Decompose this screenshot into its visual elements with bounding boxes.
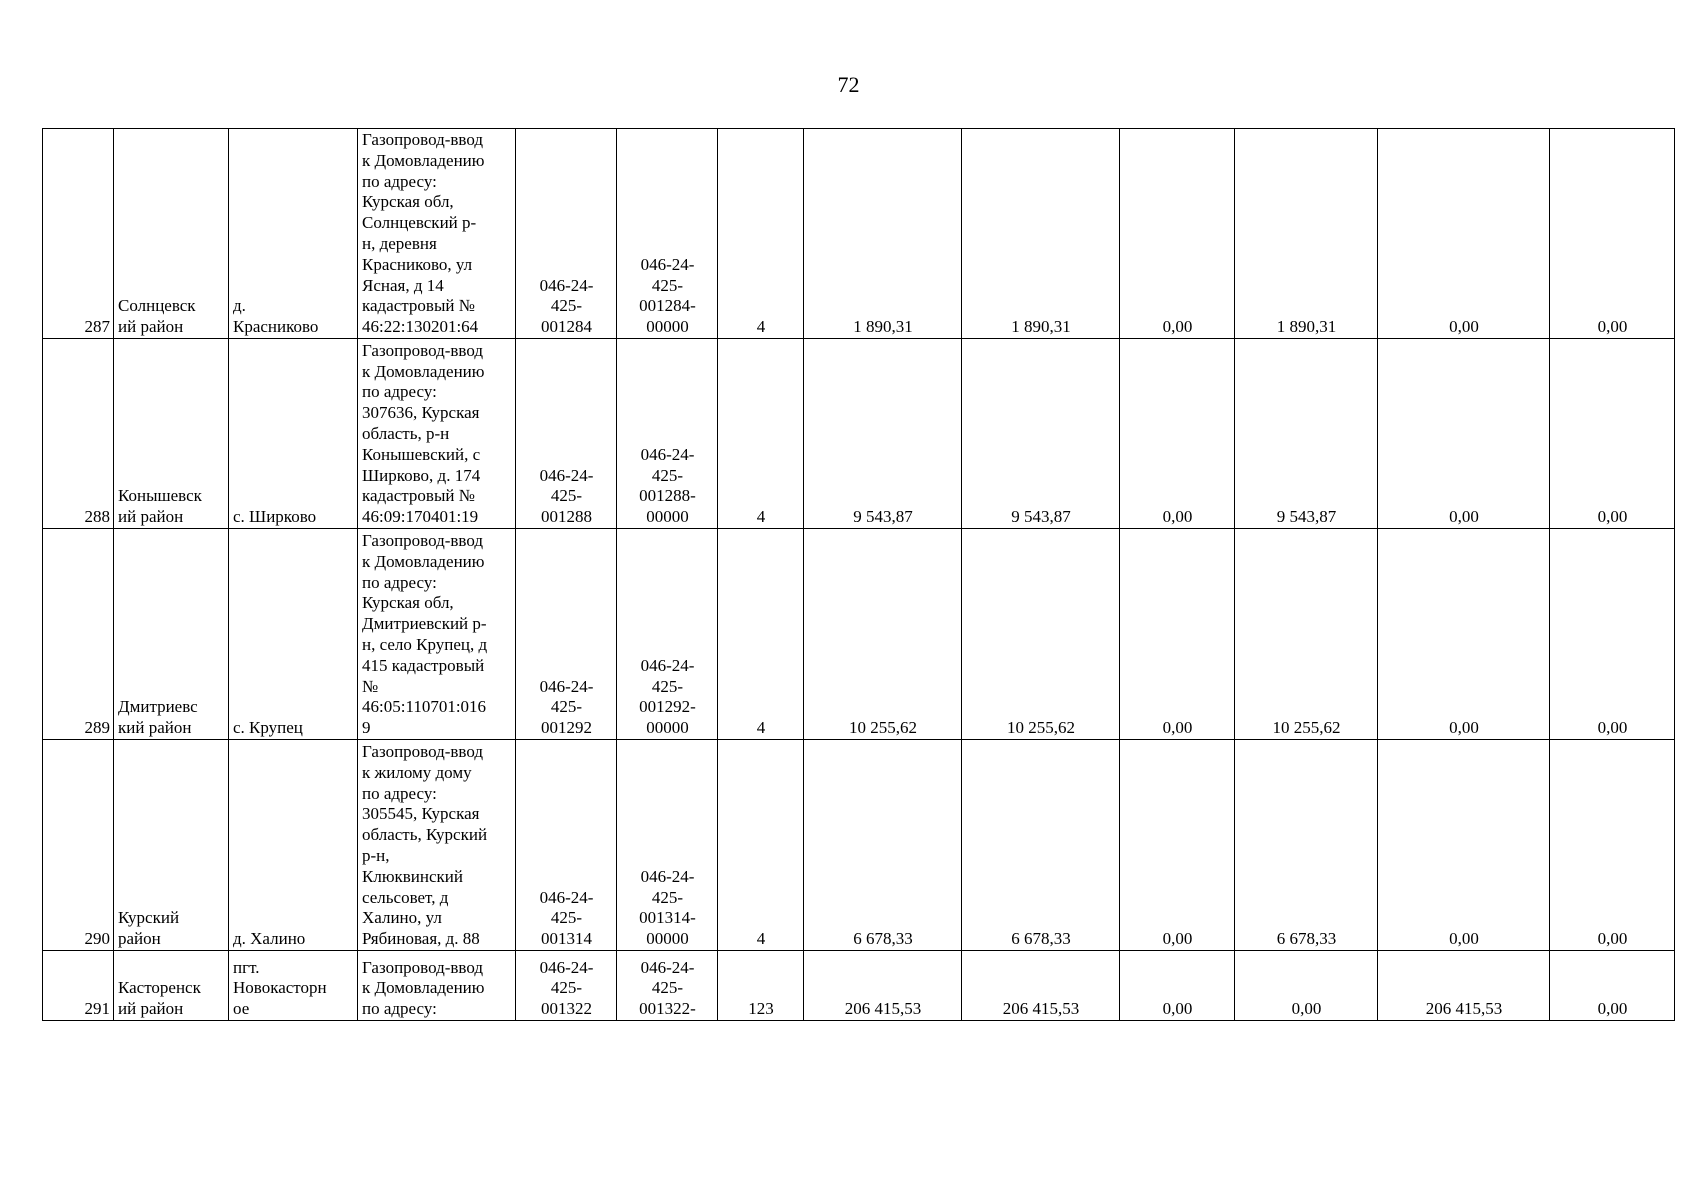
inventory-code-cell: 046-24- 425- 001288 bbox=[516, 339, 617, 529]
quantity-cell: 4 bbox=[718, 740, 804, 951]
value-cell-1: 10 255,62 bbox=[804, 529, 962, 740]
description-cell: Газопровод-ввод к Домовладению по адресу: 307636, Курская область, р-н Конышевский, с Ширково, д. 174 кадастровый № 46:09:170401:19 bbox=[358, 339, 516, 529]
row-number: 289 bbox=[43, 529, 114, 740]
value-cell-6: 0,00 bbox=[1550, 529, 1675, 740]
value-cell-5: 206 415,53 bbox=[1378, 951, 1550, 1021]
table-row bbox=[43, 529, 1675, 740]
row-number: 288 bbox=[43, 339, 114, 529]
district-cell: Касторенск ий район bbox=[114, 951, 229, 1021]
value-cell-4: 1 890,31 bbox=[1235, 129, 1378, 339]
object-code-cell: 046-24- 425- 001292- 00000 bbox=[617, 529, 718, 740]
locality-cell: с. Крупец bbox=[229, 529, 358, 740]
value-cell-3: 0,00 bbox=[1120, 951, 1235, 1021]
value-cell-4: 6 678,33 bbox=[1235, 740, 1378, 951]
row-number: 287 bbox=[43, 129, 114, 339]
district-cell: Солнцевск ий район bbox=[114, 129, 229, 339]
value-cell-1: 9 543,87 bbox=[804, 339, 962, 529]
value-cell-2: 6 678,33 bbox=[962, 740, 1120, 951]
value-cell-6: 0,00 bbox=[1550, 339, 1675, 529]
object-code-cell: 046-24- 425- 001322- bbox=[617, 951, 718, 1021]
value-cell-2: 1 890,31 bbox=[962, 129, 1120, 339]
inventory-code-cell: 046-24- 425- 001314 bbox=[516, 740, 617, 951]
value-cell-5: 0,00 bbox=[1378, 740, 1550, 951]
locality-cell: с. Ширково bbox=[229, 339, 358, 529]
value-cell-2: 10 255,62 bbox=[962, 529, 1120, 740]
value-cell-4: 10 255,62 bbox=[1235, 529, 1378, 740]
value-cell-3: 0,00 bbox=[1120, 339, 1235, 529]
asset-registry-table bbox=[42, 128, 1675, 1021]
description-cell: Газопровод-ввод к Домовладению по адресу: bbox=[358, 951, 516, 1021]
object-code-cell: 046-24- 425- 001284- 00000 bbox=[617, 129, 718, 339]
quantity-cell: 4 bbox=[718, 529, 804, 740]
value-cell-4: 9 543,87 bbox=[1235, 339, 1378, 529]
value-cell-1: 6 678,33 bbox=[804, 740, 962, 951]
object-code-cell: 046-24- 425- 001288- 00000 bbox=[617, 339, 718, 529]
value-cell-3: 0,00 bbox=[1120, 529, 1235, 740]
value-cell-5: 0,00 bbox=[1378, 339, 1550, 529]
district-cell: Дмитриевс кий район bbox=[114, 529, 229, 740]
row-number: 290 bbox=[43, 740, 114, 951]
table-row bbox=[43, 740, 1675, 951]
value-cell-6: 0,00 bbox=[1550, 951, 1675, 1021]
value-cell-5: 0,00 bbox=[1378, 129, 1550, 339]
value-cell-2: 206 415,53 bbox=[962, 951, 1120, 1021]
description-cell: Газопровод-ввод к жилому дому по адресу: 305545, Курская область, Курский р-н, Клюквинский сельсовет, д Халино, ул Рябиновая, д. 88 bbox=[358, 740, 516, 951]
value-cell-3: 0,00 bbox=[1120, 129, 1235, 339]
row-number: 291 bbox=[43, 951, 114, 1021]
inventory-code-cell: 046-24- 425- 001322 bbox=[516, 951, 617, 1021]
object-code-cell: 046-24- 425- 001314- 00000 bbox=[617, 740, 718, 951]
value-cell-3: 0,00 bbox=[1120, 740, 1235, 951]
value-cell-5: 0,00 bbox=[1378, 529, 1550, 740]
table-row bbox=[43, 129, 1675, 339]
table-row bbox=[43, 339, 1675, 529]
district-cell: Конышевск ий район bbox=[114, 339, 229, 529]
quantity-cell: 4 bbox=[718, 129, 804, 339]
value-cell-6: 0,00 bbox=[1550, 740, 1675, 951]
value-cell-1: 1 890,31 bbox=[804, 129, 962, 339]
quantity-cell: 4 bbox=[718, 339, 804, 529]
description-cell: Газопровод-ввод к Домовладению по адресу: Курская обл, Дмитриевский р- н, село Крупец, д 415 кадастровый № 46:05:110701:016 9 bbox=[358, 529, 516, 740]
table-row bbox=[43, 951, 1675, 1021]
inventory-code-cell: 046-24- 425- 001292 bbox=[516, 529, 617, 740]
value-cell-4: 0,00 bbox=[1235, 951, 1378, 1021]
inventory-code-cell: 046-24- 425- 001284 bbox=[516, 129, 617, 339]
locality-cell: д. Халино bbox=[229, 740, 358, 951]
locality-cell: д. Красниково bbox=[229, 129, 358, 339]
locality-cell: пгт. Новокасторн ое bbox=[229, 951, 358, 1021]
description-cell: Газопровод-ввод к Домовладению по адресу: Курская обл, Солнцевский р- н, деревня Красниково, ул Ясная, д 14 кадастровый № 46:22:130201:64 bbox=[358, 129, 516, 339]
value-cell-6: 0,00 bbox=[1550, 129, 1675, 339]
page-number: 72 bbox=[837, 72, 860, 97]
value-cell-2: 9 543,87 bbox=[962, 339, 1120, 529]
value-cell-1: 206 415,53 bbox=[804, 951, 962, 1021]
quantity-cell: 123 bbox=[718, 951, 804, 1021]
district-cell: Курский район bbox=[114, 740, 229, 951]
